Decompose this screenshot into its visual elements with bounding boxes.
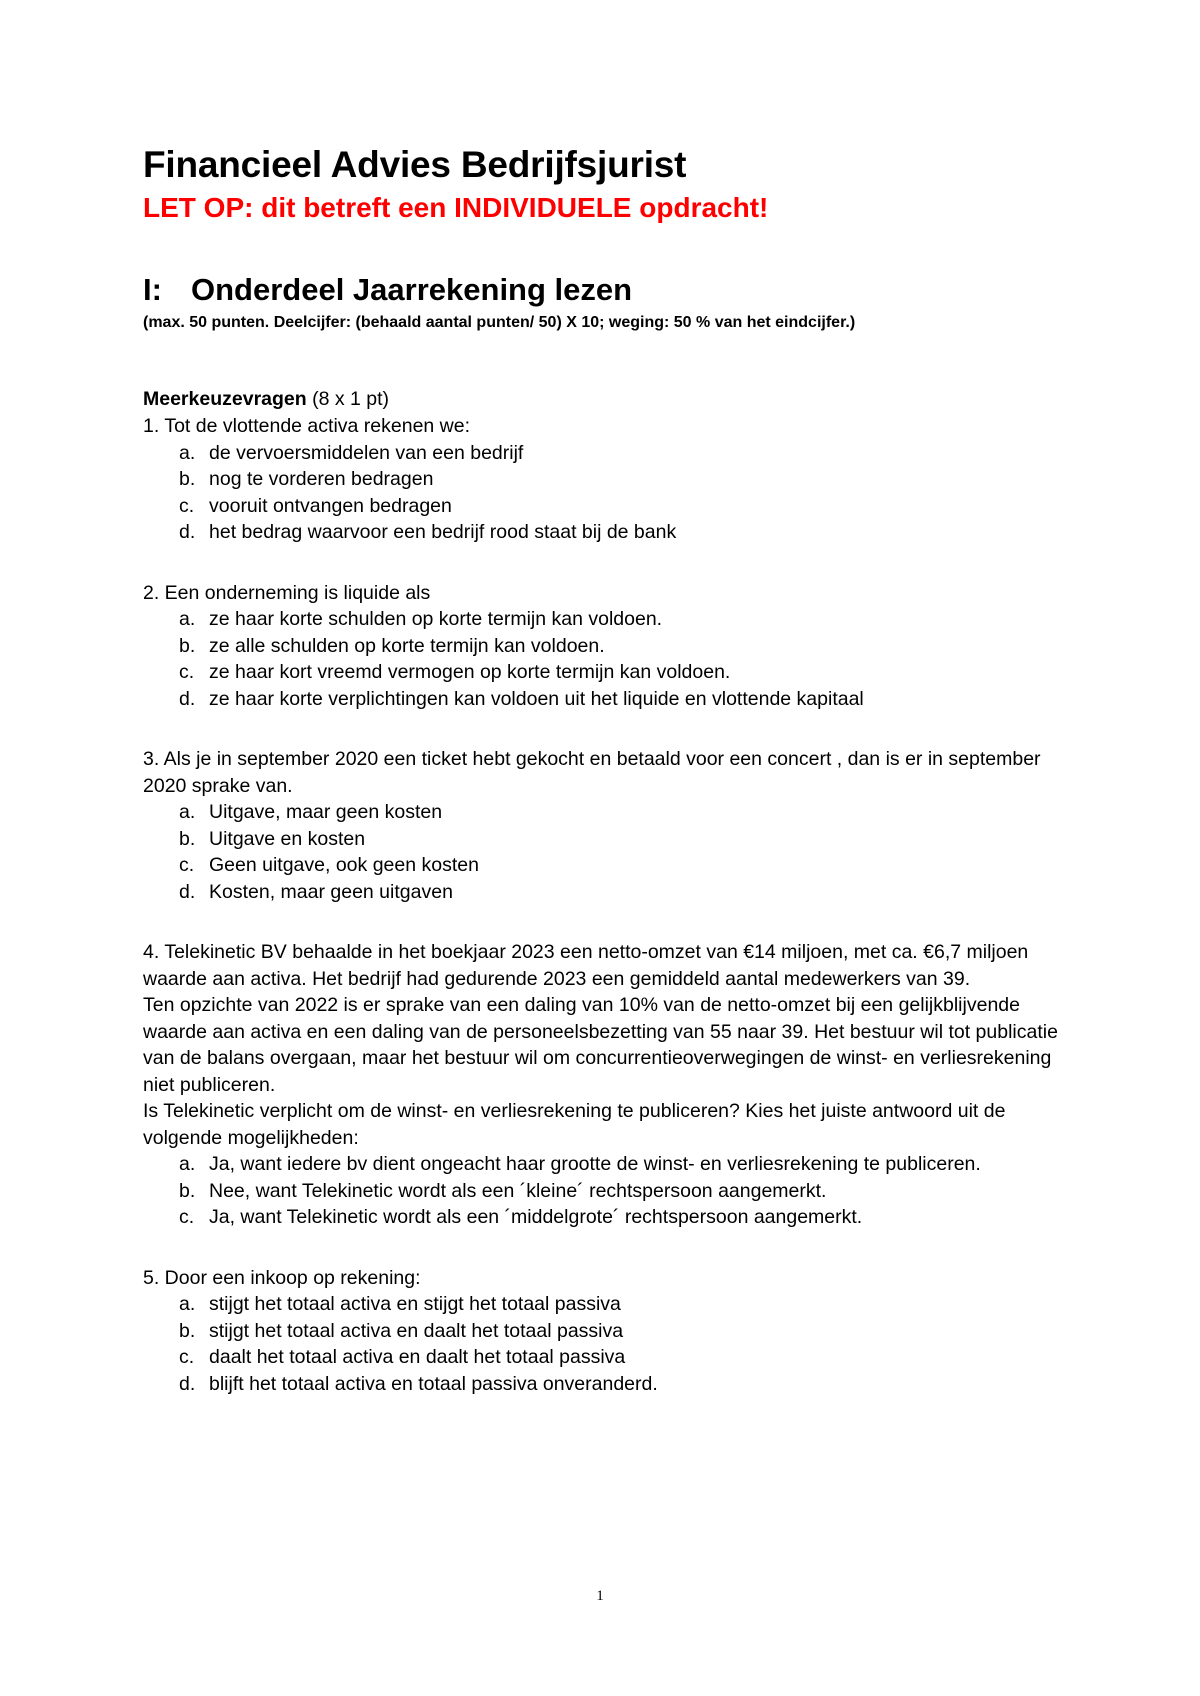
option-item	[143, 633, 1078, 660]
option-letter: b.	[179, 827, 196, 850]
option-letter: d.	[179, 687, 196, 710]
option-letter: d.	[179, 521, 196, 543]
option-letter: c.	[179, 661, 195, 683]
option-text: Nee, want Telekinetic wordt als een ´kleine´ rechtspersoon aangemerkt.	[209, 1179, 827, 1202]
option-item	[143, 799, 1078, 826]
option-text: Ja, want iedere bv dient ongeacht haar grootte de winst- en verliesrekening te publiceren.	[209, 1153, 981, 1175]
option-letter: a.	[179, 608, 196, 630]
option-text: Kosten, maar geen uitgaven	[209, 880, 453, 903]
section-grading-note: (max. 50 punten. Deelcijfer: (behaald aantal punten/ 50) X 10; weging: 50 % van het eindcijfer.)	[143, 314, 856, 331]
option-text: de vervoersmiddelen van een bedrijf	[209, 441, 524, 464]
option-letter: b.	[179, 634, 196, 657]
option-item	[143, 1178, 1078, 1205]
option-list	[143, 440, 1078, 546]
option-list	[143, 799, 1078, 905]
option-text: het bedrag waarvoor een bedrijf rood staat bij de bank	[209, 521, 677, 543]
option-text: stijgt het totaal activa en daalt het totaal passiva	[209, 1319, 624, 1342]
option-text: blijft het totaal activa en totaal passiva onveranderd.	[209, 1372, 658, 1395]
option-item	[143, 519, 1078, 546]
option-item	[143, 852, 1078, 879]
question-text: 3. Als je in september 2020 een ticket hebt gekocht en betaald voor een concert , dan is er in september 2020 sprake van.	[143, 748, 1041, 797]
option-letter: c.	[179, 1206, 195, 1228]
option-item	[143, 659, 1078, 686]
option-letter: a.	[179, 1293, 196, 1315]
option-item	[143, 879, 1078, 906]
option-item	[143, 1371, 1078, 1398]
option-text: ze alle schulden op korte termijn kan voldoen.	[209, 634, 605, 657]
option-item	[143, 440, 1078, 467]
option-list	[143, 1151, 1078, 1231]
option-text: Uitgave en kosten	[209, 827, 366, 850]
option-text: Uitgave, maar geen kosten	[209, 801, 443, 823]
option-text: stijgt het totaal activa en stijgt het totaal passiva	[209, 1293, 621, 1315]
question-1	[143, 413, 1078, 546]
page-number: 1	[596, 1588, 604, 1604]
option-item	[143, 1344, 1078, 1371]
question-4	[143, 939, 1078, 1231]
option-letter: c.	[179, 1346, 195, 1368]
option-text: ze haar kort vreemd vermogen op korte termijn kan voldoen.	[209, 661, 731, 683]
section-number: I:	[143, 272, 162, 307]
option-item	[143, 493, 1078, 520]
question-text: 1. Tot de vlottende activa rekenen we:	[143, 415, 471, 437]
option-item	[143, 1318, 1078, 1345]
question-paragraph: Ten opzichte van 2022 is er sprake van een daling van 10% van de netto-omzet bij een gelijkblijvende waarde aan activa en een daling van de personeelsbezetting van 55 naar 39. Het bestuur wil tot publicatie van de balans overgaan, maar het bestuur wil om concurrentieoverwegingen de winst- en verliesrekening niet publiceren.	[143, 994, 1058, 1096]
option-text: ze haar korte verplichtingen kan voldoen uit het liquide en vlottende kapitaal	[209, 687, 864, 710]
question-paragraph: Is Telekinetic verplicht om de winst- en verliesrekening te publiceren? Kies het juiste antwoord uit de volgende mogelijkheden:	[143, 1100, 1006, 1149]
option-letter: b.	[179, 1179, 196, 1202]
page-content	[143, 140, 1078, 1397]
question-5	[143, 1265, 1078, 1398]
option-item	[143, 1204, 1078, 1231]
option-item	[143, 466, 1078, 493]
section-heading	[143, 270, 1078, 310]
option-letter: b.	[179, 1319, 196, 1342]
option-item	[143, 1291, 1078, 1318]
multiple-choice-points: (8 x 1 pt)	[306, 388, 390, 410]
option-letter: a.	[179, 441, 196, 464]
question-text: 2. Een onderneming is liquide als	[143, 581, 431, 604]
question-paragraph: 4. Telekinetic BV behaalde in het boekjaar 2023 een netto-omzet van €14 miljoen, met ca. €6,7 miljoen waarde aan activa. Het bedrijf had gedurende 2023 een gemiddeld aantal medewerkers van 39.	[143, 941, 1029, 990]
option-list	[143, 606, 1078, 712]
option-text: nog te vorderen bedragen	[209, 468, 434, 490]
option-letter: d.	[179, 1372, 196, 1395]
option-letter: a.	[179, 801, 196, 823]
option-letter: a.	[179, 1153, 196, 1175]
option-list	[143, 1291, 1078, 1397]
option-text: Ja, want Telekinetic wordt als een ´middelgrote´ rechtspersoon aangemerkt.	[209, 1206, 863, 1228]
multiple-choice-label: Meerkeuzevragen	[143, 388, 307, 410]
option-letter: b.	[179, 468, 196, 490]
option-text: Geen uitgave, ook geen kosten	[209, 854, 479, 876]
option-item	[143, 1151, 1078, 1178]
option-item	[143, 686, 1078, 713]
multiple-choice-heading	[143, 386, 1078, 413]
option-item	[143, 606, 1078, 633]
document-title: Financieel Advies Bedrijfsjurist	[143, 144, 687, 185]
option-text: daalt het totaal activa en daalt het totaal passiva	[209, 1346, 626, 1368]
option-letter: c.	[179, 494, 195, 517]
question-text: 5. Door een inkoop op rekening:	[143, 1266, 421, 1289]
option-text: ze haar korte schulden op korte termijn kan voldoen.	[209, 608, 663, 630]
section-title: Onderdeel Jaarrekening lezen	[191, 272, 633, 307]
option-item	[143, 826, 1078, 853]
option-letter: c.	[179, 854, 195, 876]
option-letter: d.	[179, 880, 196, 903]
question-2	[143, 580, 1078, 713]
question-3	[143, 746, 1078, 905]
option-text: vooruit ontvangen bedragen	[209, 494, 452, 517]
individual-assignment-warning: LET OP: dit betreft een INDIVIDUELE opdracht!	[143, 192, 769, 223]
